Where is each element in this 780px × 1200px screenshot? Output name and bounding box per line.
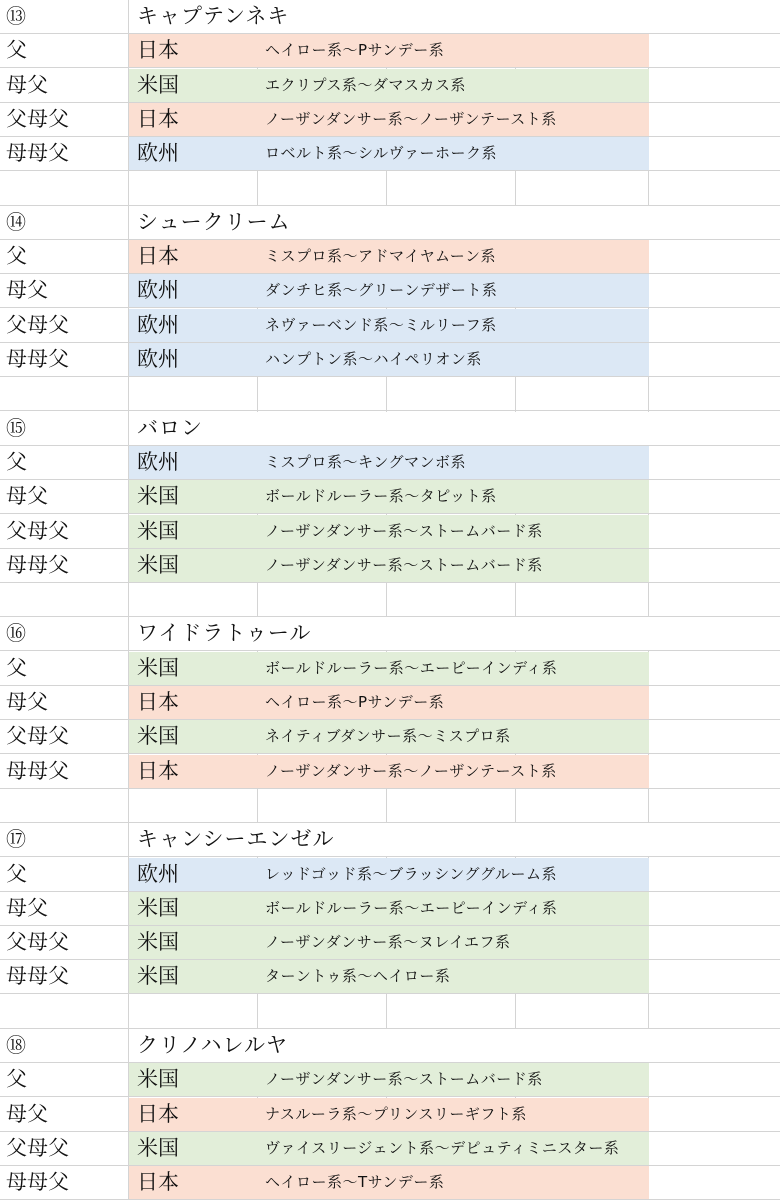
pedigree-role: 父 — [6, 244, 27, 269]
sire-line: ヘイロー系～Pサンデー系 — [265, 41, 445, 60]
region-label: 欧州 — [137, 141, 179, 166]
horse-number: ⑯ — [6, 621, 26, 646]
horse-number: ⑭ — [6, 209, 26, 234]
pedigree-row — [0, 652, 780, 686]
sire-line: ハンプトン系～ハイペリオン系 — [265, 350, 482, 368]
blank-row — [0, 377, 780, 411]
horse-number: ⑬ — [6, 4, 26, 28]
pedigree-row — [0, 1132, 780, 1166]
region-label: 米国 — [137, 552, 179, 577]
region-label: 米国 — [137, 895, 179, 920]
pedigree-row — [0, 446, 780, 480]
horse-header-row — [0, 206, 780, 240]
pedigree-role: 父母父 — [6, 1135, 69, 1160]
horse-name: キャンシーエンゼル — [137, 827, 335, 852]
sire-line: ナスルーラ系～プリンスリーギフト系 — [265, 1104, 527, 1123]
pedigree-role: 父母父 — [6, 724, 69, 749]
sire-line: ノーザンダンサー系～ストームバード系 — [265, 521, 543, 540]
pedigree-role: 母母父 — [6, 758, 69, 783]
region-label: 日本 — [137, 106, 179, 131]
region-label: 欧州 — [137, 861, 179, 886]
region-label: 米国 — [137, 72, 179, 97]
pedigree-row — [0, 720, 780, 754]
horse-number: ⑮ — [6, 415, 26, 440]
pedigree-role: 母母父 — [6, 552, 69, 577]
region-label: 欧州 — [137, 449, 179, 474]
pedigree-row — [0, 515, 780, 549]
pedigree-row — [0, 240, 780, 274]
pedigree-row — [0, 1166, 780, 1200]
pedigree-role: 父母父 — [6, 106, 69, 131]
horse-name: シュークリーム — [137, 209, 291, 234]
horse-name: バロン — [137, 415, 203, 440]
sire-line: ターントゥ系～ヘイロー系 — [265, 967, 451, 986]
horse-number: ⑰ — [6, 827, 26, 852]
region-label: 米国 — [137, 964, 179, 989]
sire-line: ヘイロー系～Pサンデー系 — [265, 693, 445, 711]
pedigree-row — [0, 549, 780, 583]
pedigree-role: 母父 — [6, 895, 48, 920]
blank-row — [0, 172, 780, 206]
region-label: 欧州 — [137, 312, 179, 337]
blank-row — [0, 995, 780, 1029]
pedigree-role: 母母父 — [6, 1170, 69, 1195]
sire-line: ノーザンダンサー系～ストームバード系 — [265, 1070, 543, 1089]
pedigree-role: 父 — [6, 449, 27, 474]
region-label: 日本 — [137, 758, 179, 783]
pedigree-role: 母父 — [6, 72, 48, 97]
pedigree-row — [0, 343, 780, 377]
pedigree-row — [0, 755, 780, 789]
region-label: 日本 — [137, 244, 179, 269]
region-label: 米国 — [137, 1067, 179, 1092]
sire-line: ロベルト系～シルヴァーホーク系 — [265, 144, 497, 163]
region-label: 米国 — [137, 930, 179, 955]
region-label: 欧州 — [137, 347, 179, 371]
pedigree-row — [0, 892, 780, 926]
pedigree-role: 父母父 — [6, 930, 69, 955]
sire-line: ボールドルーラー系～エーピーインディ系 — [265, 658, 558, 677]
pedigree-role: 父 — [6, 38, 27, 63]
pedigree-role: 父母父 — [6, 312, 69, 337]
sire-line: ヘイロー系～Tサンデー系 — [265, 1173, 445, 1192]
pedigree-row — [0, 309, 780, 343]
pedigree-row — [0, 34, 780, 68]
pedigree-row — [0, 1098, 780, 1132]
pedigree-role: 母父 — [6, 278, 48, 303]
sire-line: ボールドルーラー系～タピット系 — [265, 487, 497, 506]
sire-line: ノーザンダンサー系～ヌレイエフ系 — [265, 933, 511, 952]
horse-name: クリノハレルヤ — [137, 1033, 288, 1057]
sire-line: ネイティブダンサー系～ミスプロ系 — [265, 727, 511, 746]
region-label: 欧州 — [137, 278, 179, 303]
sire-line: ノーザンダンサー系～ノーザンテースト系 — [265, 109, 557, 128]
region-label: 日本 — [137, 690, 179, 714]
sire-line: エクリプス系～ダマスカス系 — [265, 75, 466, 94]
region-label: 日本 — [137, 38, 179, 63]
sire-line: ミスプロ系～キングマンボ系 — [265, 452, 467, 471]
sire-line: レッドゴッド系～ブラッシンググルーム系 — [265, 864, 558, 883]
pedigree-role: 父 — [6, 1067, 27, 1092]
pedigree-role: 母父 — [6, 484, 48, 509]
sire-line: ボールドルーラー系～エーピーインディ系 — [265, 898, 558, 917]
region-label: 日本 — [137, 1170, 179, 1195]
pedigree-row — [0, 686, 780, 720]
horse-name: キャプテンネキ — [137, 4, 290, 28]
pedigree-role: 母母父 — [6, 347, 69, 371]
pedigree-role: 父母父 — [6, 518, 69, 543]
sire-line: ノーザンダンサー系～ストームバード系 — [265, 555, 543, 574]
pedigree-role: 母父 — [6, 1101, 48, 1126]
pedigree-row — [0, 926, 780, 960]
pedigree-row — [0, 69, 780, 103]
region-label: 米国 — [137, 518, 179, 543]
pedigree-role: 母母父 — [6, 141, 69, 166]
pedigree-role: 父 — [6, 861, 27, 886]
region-label: 米国 — [137, 484, 179, 509]
horse-number: ⑱ — [6, 1033, 26, 1057]
pedigree-row — [0, 137, 780, 171]
pedigree-row — [0, 858, 780, 892]
pedigree-role: 父 — [6, 655, 27, 680]
sire-line: ノーザンダンサー系～ノーザンテースト系 — [265, 761, 557, 780]
region-label: 米国 — [137, 1135, 179, 1160]
horse-header-row — [0, 823, 780, 857]
region-label: 米国 — [137, 655, 179, 680]
blank-row — [0, 789, 780, 823]
horse-name: ワイドラトゥール — [137, 621, 312, 646]
horse-header-row — [0, 0, 780, 34]
region-label: 米国 — [137, 724, 179, 749]
pedigree-role: 母母父 — [6, 964, 69, 989]
blank-row — [0, 583, 780, 617]
sire-line: ヴァイスリージェント系～デピュティミニスター系 — [265, 1138, 620, 1157]
sire-line: ミスプロ系～アドマイヤムーン系 — [265, 247, 497, 266]
horse-header-row — [0, 617, 780, 651]
pedigree-row — [0, 960, 780, 994]
horse-header-row — [0, 1029, 780, 1063]
sire-line: ダンチヒ系～グリーンデザート系 — [265, 281, 498, 300]
horse-header-row — [0, 412, 780, 446]
pedigree-role: 母父 — [6, 690, 48, 714]
pedigree-row — [0, 274, 780, 308]
pedigree-row — [0, 103, 780, 137]
sire-line: ネヴァーベンド系～ミルリーフ系 — [265, 315, 497, 334]
pedigree-row — [0, 480, 780, 514]
region-label: 日本 — [137, 1101, 179, 1126]
pedigree-row — [0, 1063, 780, 1097]
